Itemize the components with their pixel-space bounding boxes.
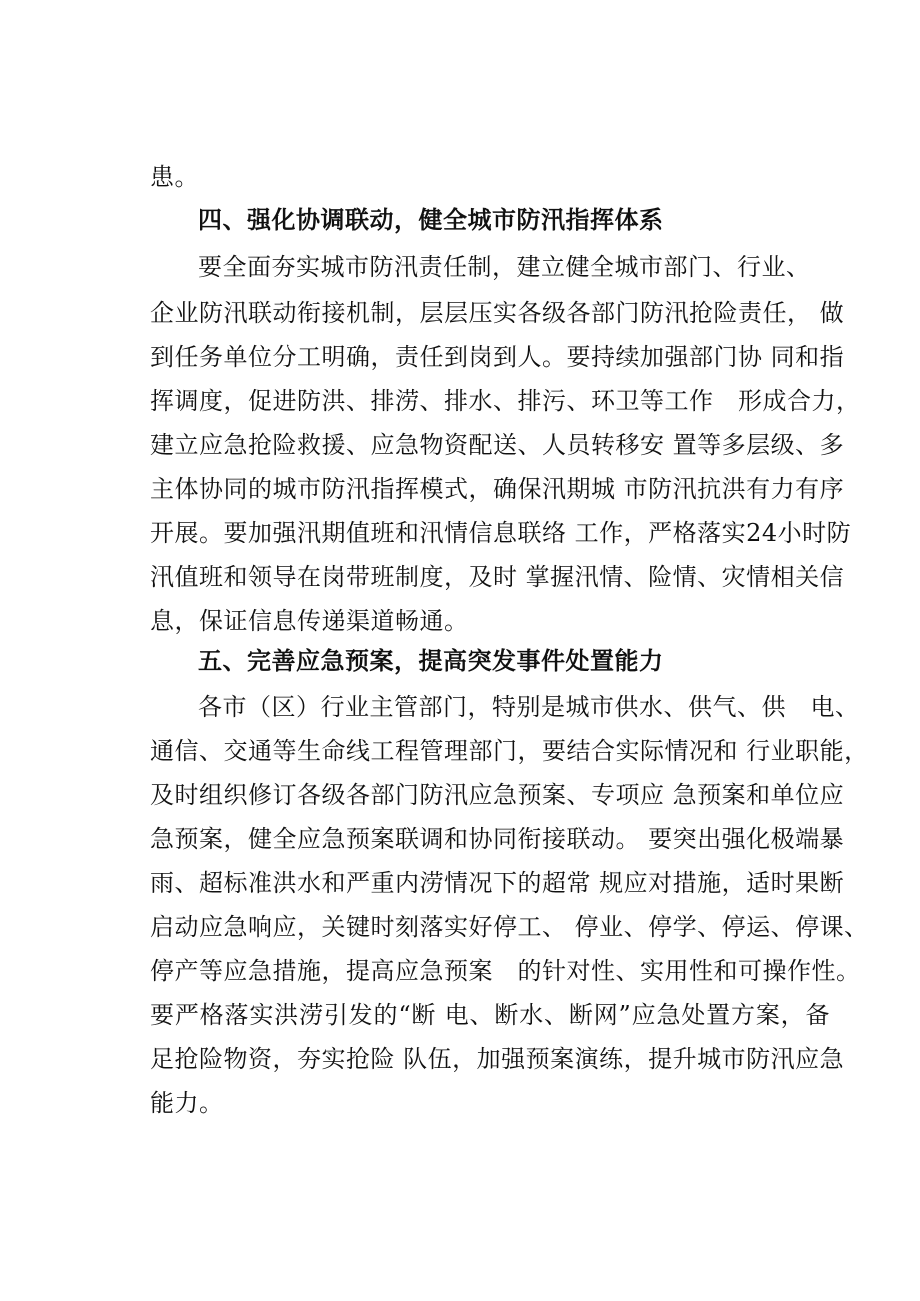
section-4-line: 开展。要加强汛期值班和汛情信息联络 工作，严格落实24小时防 <box>150 519 852 547</box>
section-5-line: 要严格落实洪涝引发的“断 电、断水、断网”应急处置方案，备 <box>150 1001 830 1029</box>
section-4-line: 主体协同的城市防汛指挥模式，确保汛期城 市防汛抗洪有力有序 <box>150 475 845 503</box>
section-4-line: 到任务单位分工明确，责任到岗到人。要持续加强部门协 同和指 <box>150 343 845 371</box>
section-4-heading: 四、强化协调联动，健全城市防汛指挥体系 <box>198 206 664 234</box>
section-5-line: 通信、交通等生命线工程管理部门，要结合实际情况和 行业职能， <box>150 737 869 765</box>
paragraph-tail-line: 患。 <box>150 163 199 191</box>
section-4-line: 企业防汛联动衔接机制，层层压实各级各部门防汛抢险责任， 做 <box>150 299 845 327</box>
section-5-line: 能力。 <box>150 1089 224 1117</box>
section-4-line: 汛值班和领导在岗带班制度，及时 掌握汛情、险情、灾情相关信 <box>150 563 845 591</box>
section-4-line: 建立应急抢险救援、应急物资配送、人员转移安 置等多层级、多 <box>150 431 845 459</box>
section-5-line: 足抢险物资，夯实抢险 队伍，加强预案演练，提升城市防汛应急 <box>150 1045 845 1073</box>
section-5-line: 各市（区）行业主管部门，特别是城市供水、供气、供 电、 <box>198 693 860 721</box>
section-5-line: 启动应急响应，关键时刻落实好停工、 停业、停学、停运、停课、 <box>150 913 869 941</box>
section-5-line: 急预案，健全应急预案联调和协同衔接联动。 要突出强化极端暴 <box>150 825 845 853</box>
section-5-line: 雨、超标准洪水和严重内涝情况下的超常 规应对措施，适时果断 <box>150 869 845 897</box>
section-4-line: 要全面夯实城市防汛责任制，建立健全城市部门、行业、 <box>198 253 811 281</box>
section-4-line: 挥调度，促进防洪、排涝、排水、排污、环卫等工作 形成合力， <box>150 387 861 415</box>
section-4-line: 息，保证信息传递渠道畅通。 <box>150 607 469 635</box>
section-5-line: 及时组织修订各级各部门防汛应急预案、专项应 急预案和单位应 <box>150 781 845 809</box>
section-5-line: 停产等应急措施，提高应急预案 的针对性、实用性和可操作性。 <box>150 957 861 985</box>
section-5-heading: 五、完善应急预案，提高突发事件处置能力 <box>198 647 664 675</box>
